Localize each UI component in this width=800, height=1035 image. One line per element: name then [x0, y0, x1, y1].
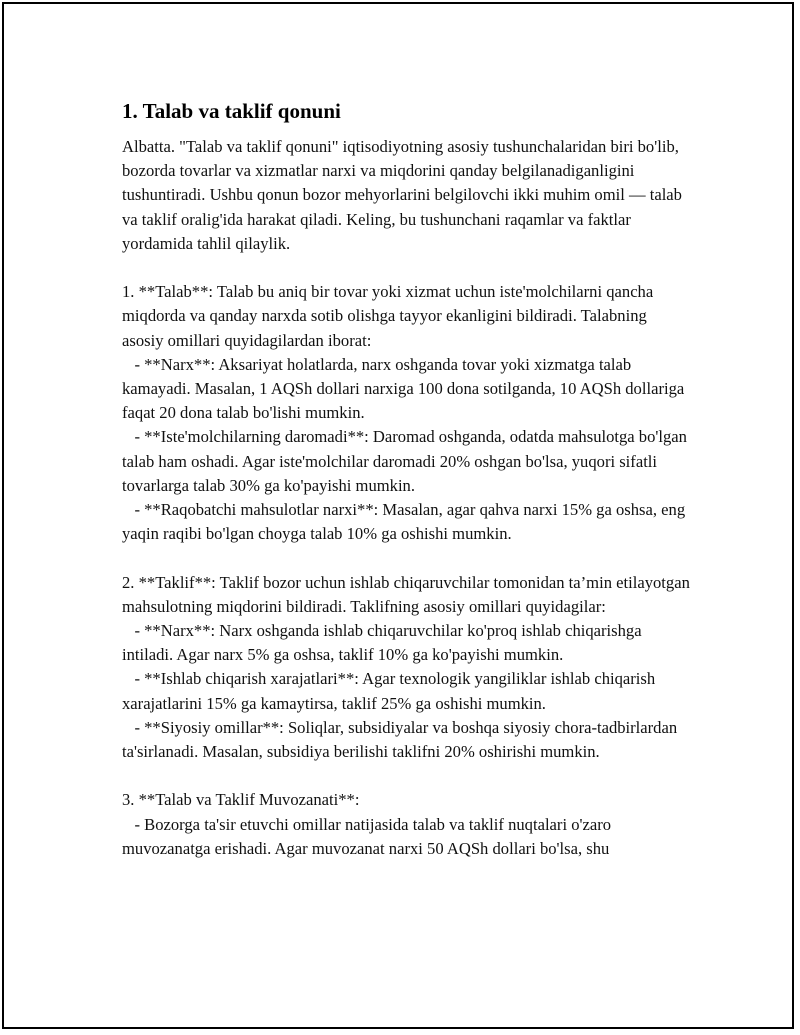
- demand-price-item: - **Narx**: Aksariyat holatlarda, narx oshganda tovar yoki xizmatga talab kamayadi. Masalan, 1 AQSh dollari narxiga 100 dona sotilganda, 10 AQSh dollariga faqat 20 dona talab bo'lishi mumkin.: [122, 354, 689, 423]
- paragraph-gap: [122, 764, 692, 788]
- paragraph-gap: [122, 546, 692, 570]
- equilibrium-heading-paragraph: 3. **Talab va Taklif Muvozanati**:: [122, 790, 360, 810]
- supply-price-item: - **Narx**: Narx oshganda ishlab chiqaruvchilar ko'proq ishlab chiqarishga intiladi. Agar narx 5% ga oshsa, taklif 10% ga ko'payishi mumkin.: [122, 621, 646, 665]
- document-title: 1. Talab va taklif qonuni: [122, 99, 341, 123]
- demand-income-item: - **Iste'molchilarning daromadi**: Daromad oshganda, odatda mahsulotga bo'lgan talab ham oshadi. Agar iste'molchilar daromadi 20% oshgan bo'lsa, yuqori sifatli tovarlarga talab 30% ga ko'payishi mumkin.: [122, 427, 692, 495]
- document-body: [122, 97, 695, 861]
- demand-heading-paragraph: 1. **Talab**: Talab bu aniq bir tovar yoki xizmat uchun iste'molchilarni qancha miqdorda va qanday narxda sotib olishga tayyor ekanligini bildiradi. Talabning asosiy omillari quyidagilardan iborat:: [122, 282, 658, 350]
- paragraph-gap: [122, 256, 692, 280]
- page-frame: [2, 2, 794, 1029]
- supply-heading-paragraph: 2. **Taklif**: Taklif bozor uchun ishlab chiqaruvchilar tomonidan ta’min etilayotgan mahsulotning miqdorini bildiradi. Taklifning asosiy omillari quyidagilar:: [122, 572, 695, 616]
- demand-competitor-item: - **Raqobatchi mahsulotlar narxi**: Masalan, agar qahva narxi 15% ga oshsa, eng yaqin raqibi bo'lgan choyga talab 10% ga oshishi mumkin.: [122, 500, 690, 544]
- supply-cost-item: - **Ishlab chiqarish xarajatlari**: Agar texnologik yangiliklar ishlab chiqarish xarajatlarini 15% ga kamaytirsa, taklif 25% ga oshishi mumkin.: [122, 669, 660, 713]
- intro-paragraph: Albatta. "Talab va taklif qonuni" iqtisodiyotning asosiy tushunchalaridan biri bo'lib, bozorda tovarlar va xizmatlar narxi va miqdorini qanday belgilanadiganligini tushuntiradi. Ushbu qonun bozor mehyorlarini belgilovchi ikki muhim omil — talab va taklif oralig'ida harakat qiladi. Keling, bu tushunchani raqamlar va faktlar yordamida tahlil qilaylik.: [122, 137, 687, 253]
- supply-policy-item: - **Siyosiy omillar**: Soliqlar, subsidiyalar va boshqa siyosiy chora-tadbirlardan ta'sirlanadi. Masalan, subsidiya berilishi taklifni 20% oshirishi mumkin.: [122, 717, 682, 762]
- equilibrium-item: - Bozorga ta'sir etuvchi omillar natijasida talab va taklif nuqtalari o'zaro muvozanatga erishadi. Agar muvozanat narxi 50 AQSh dollari bo'lsa, shu: [122, 814, 616, 858]
